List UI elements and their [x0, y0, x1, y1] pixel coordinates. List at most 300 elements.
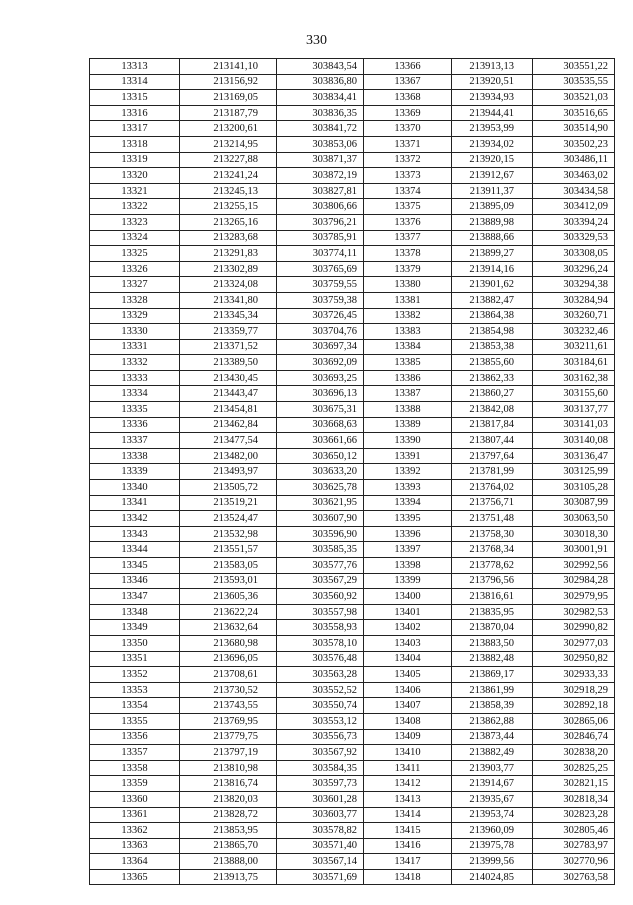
- y-coordinate-right: 302846,74: [533, 729, 615, 745]
- y-coordinate-right: 303514,90: [533, 121, 615, 137]
- y-coordinate-left: 303567,92: [277, 745, 364, 761]
- point-number-left: 13350: [90, 635, 180, 651]
- table-row: [90, 448, 615, 464]
- point-number-left: 13362: [90, 823, 180, 839]
- table-row: [90, 854, 615, 870]
- point-number-right: 13373: [364, 168, 452, 184]
- point-number-left: 13342: [90, 511, 180, 527]
- y-coordinate-left: 303571,40: [277, 838, 364, 854]
- x-coordinate-left: 213255,15: [180, 199, 277, 215]
- y-coordinate-right: 303141,03: [533, 417, 615, 433]
- x-coordinate-left: 213430,45: [180, 370, 277, 386]
- x-coordinate-right: 213935,67: [452, 791, 533, 807]
- point-number-right: 13409: [364, 729, 452, 745]
- point-number-left: 13352: [90, 667, 180, 683]
- table-row: [90, 386, 615, 402]
- x-coordinate-right: 213934,02: [452, 136, 533, 152]
- y-coordinate-left: 303633,20: [277, 464, 364, 480]
- point-number-right: 13404: [364, 651, 452, 667]
- y-coordinate-right: 302990,82: [533, 620, 615, 636]
- y-coordinate-left: 303806,66: [277, 199, 364, 215]
- x-coordinate-left: 213810,98: [180, 760, 277, 776]
- point-number-right: 13381: [364, 292, 452, 308]
- table-row: [90, 59, 615, 75]
- x-coordinate-right: 213764,02: [452, 480, 533, 496]
- y-coordinate-right: 303087,99: [533, 495, 615, 511]
- point-number-left: 13319: [90, 152, 180, 168]
- y-coordinate-left: 303765,69: [277, 261, 364, 277]
- point-number-left: 13317: [90, 121, 180, 137]
- point-number-right: 13416: [364, 838, 452, 854]
- y-coordinate-left: 303836,35: [277, 105, 364, 121]
- table-row: [90, 526, 615, 542]
- x-coordinate-left: 213187,79: [180, 105, 277, 121]
- point-number-right: 13395: [364, 511, 452, 527]
- x-coordinate-left: 213779,75: [180, 729, 277, 745]
- y-coordinate-left: 303759,38: [277, 292, 364, 308]
- y-coordinate-right: 302979,95: [533, 589, 615, 605]
- x-coordinate-right: 213873,44: [452, 729, 533, 745]
- coordinates-table: [89, 58, 615, 885]
- x-coordinate-left: 213820,03: [180, 791, 277, 807]
- point-number-right: 13375: [364, 199, 452, 215]
- point-number-left: 13344: [90, 542, 180, 558]
- x-coordinate-right: 213889,98: [452, 214, 533, 230]
- x-coordinate-left: 213696,05: [180, 651, 277, 667]
- x-coordinate-right: 213934,93: [452, 90, 533, 106]
- table-row: [90, 292, 615, 308]
- point-number-right: 13407: [364, 698, 452, 714]
- point-number-left: 13363: [90, 838, 180, 854]
- table-row: [90, 480, 615, 496]
- x-coordinate-right: 213778,62: [452, 558, 533, 574]
- point-number-left: 13358: [90, 760, 180, 776]
- y-coordinate-right: 303137,77: [533, 402, 615, 418]
- x-coordinate-left: 213632,64: [180, 620, 277, 636]
- x-coordinate-left: 213443,47: [180, 386, 277, 402]
- x-coordinate-left: 213359,77: [180, 324, 277, 340]
- x-coordinate-left: 213156,92: [180, 74, 277, 90]
- y-coordinate-right: 302783,97: [533, 838, 615, 854]
- table-row: [90, 667, 615, 683]
- point-number-right: 13412: [364, 776, 452, 792]
- x-coordinate-right: 213920,51: [452, 74, 533, 90]
- y-coordinate-left: 303704,76: [277, 324, 364, 340]
- table-row: [90, 869, 615, 885]
- table-row: [90, 339, 615, 355]
- y-coordinate-right: 302838,20: [533, 745, 615, 761]
- table-row: [90, 370, 615, 386]
- x-coordinate-right: 213888,66: [452, 230, 533, 246]
- y-coordinate-left: 303553,12: [277, 713, 364, 729]
- point-number-left: 13328: [90, 292, 180, 308]
- table-row: [90, 90, 615, 106]
- point-number-left: 13364: [90, 854, 180, 870]
- y-coordinate-right: 303162,38: [533, 370, 615, 386]
- y-coordinate-left: 303621,95: [277, 495, 364, 511]
- y-coordinate-left: 303726,45: [277, 308, 364, 324]
- x-coordinate-left: 213241,24: [180, 168, 277, 184]
- point-number-left: 13315: [90, 90, 180, 106]
- x-coordinate-right: 213864,38: [452, 308, 533, 324]
- x-coordinate-left: 213532,98: [180, 526, 277, 542]
- coordinates-table-body: [90, 59, 615, 885]
- point-number-left: 13340: [90, 480, 180, 496]
- point-number-left: 13359: [90, 776, 180, 792]
- point-number-left: 13335: [90, 402, 180, 418]
- point-number-left: 13333: [90, 370, 180, 386]
- table-row: [90, 417, 615, 433]
- x-coordinate-right: 213953,99: [452, 121, 533, 137]
- point-number-left: 13345: [90, 558, 180, 574]
- table-row: [90, 620, 615, 636]
- y-coordinate-left: 303872,19: [277, 168, 364, 184]
- x-coordinate-left: 213389,50: [180, 355, 277, 371]
- x-coordinate-left: 213524,47: [180, 511, 277, 527]
- y-coordinate-left: 303597,73: [277, 776, 364, 792]
- table-row: [90, 136, 615, 152]
- point-number-right: 13399: [364, 573, 452, 589]
- y-coordinate-right: 303294,38: [533, 277, 615, 293]
- y-coordinate-left: 303853,06: [277, 136, 364, 152]
- y-coordinate-left: 303556,73: [277, 729, 364, 745]
- point-number-left: 13321: [90, 183, 180, 199]
- point-number-left: 13336: [90, 417, 180, 433]
- y-coordinate-left: 303834,41: [277, 90, 364, 106]
- x-coordinate-right: 213842,08: [452, 402, 533, 418]
- y-coordinate-right: 302821,15: [533, 776, 615, 792]
- table-row: [90, 713, 615, 729]
- y-coordinate-left: 303827,81: [277, 183, 364, 199]
- table-row: [90, 745, 615, 761]
- point-number-right: 13379: [364, 261, 452, 277]
- y-coordinate-left: 303558,93: [277, 620, 364, 636]
- x-coordinate-right: 213768,34: [452, 542, 533, 558]
- x-coordinate-left: 213680,98: [180, 635, 277, 651]
- y-coordinate-left: 303584,35: [277, 760, 364, 776]
- y-coordinate-right: 302805,46: [533, 823, 615, 839]
- point-number-left: 13334: [90, 386, 180, 402]
- x-coordinate-right: 213817,84: [452, 417, 533, 433]
- y-coordinate-left: 303571,69: [277, 869, 364, 885]
- point-number-right: 13403: [364, 635, 452, 651]
- y-coordinate-left: 303871,37: [277, 152, 364, 168]
- point-number-right: 13413: [364, 791, 452, 807]
- point-number-left: 13337: [90, 433, 180, 449]
- point-number-left: 13349: [90, 620, 180, 636]
- x-coordinate-left: 213828,72: [180, 807, 277, 823]
- x-coordinate-left: 213622,24: [180, 604, 277, 620]
- x-coordinate-right: 213903,77: [452, 760, 533, 776]
- table-row: [90, 324, 615, 340]
- point-number-right: 13408: [364, 713, 452, 729]
- y-coordinate-right: 303284,94: [533, 292, 615, 308]
- x-coordinate-right: 213914,67: [452, 776, 533, 792]
- y-coordinate-right: 302984,28: [533, 573, 615, 589]
- point-number-left: 13330: [90, 324, 180, 340]
- point-number-right: 13370: [364, 121, 452, 137]
- point-number-right: 13369: [364, 105, 452, 121]
- y-coordinate-left: 303774,11: [277, 246, 364, 262]
- y-coordinate-left: 303585,35: [277, 542, 364, 558]
- x-coordinate-left: 213708,61: [180, 667, 277, 683]
- point-number-right: 13380: [364, 277, 452, 293]
- y-coordinate-right: 302823,28: [533, 807, 615, 823]
- point-number-left: 13365: [90, 869, 180, 885]
- y-coordinate-right: 302825,25: [533, 760, 615, 776]
- y-coordinate-right: 302977,03: [533, 635, 615, 651]
- x-coordinate-right: 213914,16: [452, 261, 533, 277]
- point-number-right: 13388: [364, 402, 452, 418]
- point-number-right: 13383: [364, 324, 452, 340]
- x-coordinate-right: 213912,67: [452, 168, 533, 184]
- x-coordinate-right: 213882,49: [452, 745, 533, 761]
- y-coordinate-right: 302982,53: [533, 604, 615, 620]
- point-number-right: 13372: [364, 152, 452, 168]
- y-coordinate-right: 302818,34: [533, 791, 615, 807]
- y-coordinate-left: 303578,82: [277, 823, 364, 839]
- y-coordinate-left: 303650,12: [277, 448, 364, 464]
- point-number-right: 13391: [364, 448, 452, 464]
- y-coordinate-right: 302770,96: [533, 854, 615, 870]
- x-coordinate-right: 213882,48: [452, 651, 533, 667]
- x-coordinate-left: 213371,52: [180, 339, 277, 355]
- table-row: [90, 495, 615, 511]
- x-coordinate-left: 213605,36: [180, 589, 277, 605]
- y-coordinate-right: 302992,56: [533, 558, 615, 574]
- table-row: [90, 183, 615, 199]
- x-coordinate-left: 213797,19: [180, 745, 277, 761]
- point-number-right: 13418: [364, 869, 452, 885]
- y-coordinate-left: 303557,98: [277, 604, 364, 620]
- table-row: [90, 402, 615, 418]
- x-coordinate-left: 213493,97: [180, 464, 277, 480]
- point-number-left: 13356: [90, 729, 180, 745]
- y-coordinate-left: 303552,52: [277, 682, 364, 698]
- x-coordinate-right: 213816,61: [452, 589, 533, 605]
- point-number-left: 13347: [90, 589, 180, 605]
- y-coordinate-left: 303841,72: [277, 121, 364, 137]
- point-number-right: 13396: [364, 526, 452, 542]
- x-coordinate-left: 213341,80: [180, 292, 277, 308]
- y-coordinate-right: 303140,08: [533, 433, 615, 449]
- point-number-left: 13326: [90, 261, 180, 277]
- x-coordinate-left: 213462,84: [180, 417, 277, 433]
- y-coordinate-right: 303551,22: [533, 59, 615, 75]
- x-coordinate-left: 213519,21: [180, 495, 277, 511]
- x-coordinate-right: 213854,98: [452, 324, 533, 340]
- table-row: [90, 308, 615, 324]
- point-number-right: 13374: [364, 183, 452, 199]
- table-row: [90, 791, 615, 807]
- x-coordinate-left: 213291,83: [180, 246, 277, 262]
- y-coordinate-right: 303412,09: [533, 199, 615, 215]
- y-coordinate-left: 303567,29: [277, 573, 364, 589]
- y-coordinate-left: 303577,76: [277, 558, 364, 574]
- x-coordinate-right: 213883,50: [452, 635, 533, 651]
- point-number-right: 13414: [364, 807, 452, 823]
- point-number-right: 13406: [364, 682, 452, 698]
- x-coordinate-right: 213807,44: [452, 433, 533, 449]
- point-number-left: 13324: [90, 230, 180, 246]
- point-number-right: 13397: [364, 542, 452, 558]
- point-number-right: 13378: [364, 246, 452, 262]
- point-number-right: 13405: [364, 667, 452, 683]
- point-number-left: 13318: [90, 136, 180, 152]
- table-row: [90, 246, 615, 262]
- x-coordinate-left: 213505,72: [180, 480, 277, 496]
- point-number-right: 13384: [364, 339, 452, 355]
- table-row: [90, 168, 615, 184]
- table-row: [90, 635, 615, 651]
- x-coordinate-right: 213901,62: [452, 277, 533, 293]
- point-number-left: 13332: [90, 355, 180, 371]
- table-row: [90, 604, 615, 620]
- y-coordinate-left: 303696,13: [277, 386, 364, 402]
- table-row: [90, 261, 615, 277]
- y-coordinate-right: 303184,61: [533, 355, 615, 371]
- y-coordinate-left: 303625,78: [277, 480, 364, 496]
- point-number-right: 13385: [364, 355, 452, 371]
- y-coordinate-left: 303661,66: [277, 433, 364, 449]
- x-coordinate-left: 213214,95: [180, 136, 277, 152]
- y-coordinate-right: 303211,61: [533, 339, 615, 355]
- y-coordinate-right: 302933,33: [533, 667, 615, 683]
- table-row: [90, 433, 615, 449]
- table-row: [90, 542, 615, 558]
- x-coordinate-left: 213302,89: [180, 261, 277, 277]
- x-coordinate-right: 214024,85: [452, 869, 533, 885]
- y-coordinate-right: 303308,05: [533, 246, 615, 262]
- x-coordinate-right: 213860,27: [452, 386, 533, 402]
- y-coordinate-right: 302918,29: [533, 682, 615, 698]
- point-number-right: 13415: [364, 823, 452, 839]
- x-coordinate-right: 213869,17: [452, 667, 533, 683]
- y-coordinate-left: 303836,80: [277, 74, 364, 90]
- x-coordinate-right: 213855,60: [452, 355, 533, 371]
- point-number-left: 13355: [90, 713, 180, 729]
- point-number-left: 13320: [90, 168, 180, 184]
- point-number-left: 13322: [90, 199, 180, 215]
- x-coordinate-right: 213895,09: [452, 199, 533, 215]
- y-coordinate-left: 303843,54: [277, 59, 364, 75]
- x-coordinate-left: 213200,61: [180, 121, 277, 137]
- table-row: [90, 776, 615, 792]
- x-coordinate-left: 213345,34: [180, 308, 277, 324]
- point-number-left: 13314: [90, 74, 180, 90]
- y-coordinate-right: 303394,24: [533, 214, 615, 230]
- x-coordinate-right: 213758,30: [452, 526, 533, 542]
- point-number-left: 13339: [90, 464, 180, 480]
- table-row: [90, 121, 615, 137]
- point-number-right: 13393: [364, 480, 452, 496]
- y-coordinate-right: 303260,71: [533, 308, 615, 324]
- y-coordinate-right: 303105,28: [533, 480, 615, 496]
- point-number-left: 13351: [90, 651, 180, 667]
- table-row: [90, 698, 615, 714]
- y-coordinate-right: 303434,58: [533, 183, 615, 199]
- point-number-right: 13382: [364, 308, 452, 324]
- y-coordinate-left: 303563,28: [277, 667, 364, 683]
- y-coordinate-left: 303578,10: [277, 635, 364, 651]
- x-coordinate-left: 213769,95: [180, 713, 277, 729]
- y-coordinate-left: 303668,63: [277, 417, 364, 433]
- x-coordinate-right: 213911,37: [452, 183, 533, 199]
- table-row: [90, 511, 615, 527]
- table-row: [90, 823, 615, 839]
- x-coordinate-right: 213920,15: [452, 152, 533, 168]
- x-coordinate-left: 213865,70: [180, 838, 277, 854]
- point-number-left: 13313: [90, 59, 180, 75]
- point-number-right: 13401: [364, 604, 452, 620]
- y-coordinate-left: 303596,90: [277, 526, 364, 542]
- y-coordinate-right: 303232,46: [533, 324, 615, 340]
- x-coordinate-right: 213835,95: [452, 604, 533, 620]
- y-coordinate-left: 303796,21: [277, 214, 364, 230]
- y-coordinate-left: 303675,31: [277, 402, 364, 418]
- point-number-right: 13390: [364, 433, 452, 449]
- point-number-left: 13354: [90, 698, 180, 714]
- x-coordinate-right: 213882,47: [452, 292, 533, 308]
- point-number-right: 13394: [364, 495, 452, 511]
- x-coordinate-right: 213953,74: [452, 807, 533, 823]
- x-coordinate-right: 213858,39: [452, 698, 533, 714]
- point-number-left: 13327: [90, 277, 180, 293]
- y-coordinate-right: 303535,55: [533, 74, 615, 90]
- y-coordinate-right: 303136,47: [533, 448, 615, 464]
- y-coordinate-right: 303502,23: [533, 136, 615, 152]
- y-coordinate-left: 303607,90: [277, 511, 364, 527]
- x-coordinate-right: 213751,48: [452, 511, 533, 527]
- table-row: [90, 230, 615, 246]
- point-number-left: 13360: [90, 791, 180, 807]
- point-number-right: 13368: [364, 90, 452, 106]
- table-row: [90, 760, 615, 776]
- y-coordinate-right: 302865,06: [533, 713, 615, 729]
- x-coordinate-left: 213853,95: [180, 823, 277, 839]
- x-coordinate-right: 213913,13: [452, 59, 533, 75]
- y-coordinate-left: 303693,25: [277, 370, 364, 386]
- x-coordinate-right: 213781,99: [452, 464, 533, 480]
- y-coordinate-right: 303329,53: [533, 230, 615, 246]
- y-coordinate-left: 303692,09: [277, 355, 364, 371]
- x-coordinate-left: 213324,08: [180, 277, 277, 293]
- y-coordinate-left: 303567,14: [277, 854, 364, 870]
- table-row: [90, 214, 615, 230]
- table-row: [90, 558, 615, 574]
- point-number-right: 13400: [364, 589, 452, 605]
- y-coordinate-right: 303463,02: [533, 168, 615, 184]
- x-coordinate-left: 213227,88: [180, 152, 277, 168]
- point-number-left: 13329: [90, 308, 180, 324]
- table-row: [90, 729, 615, 745]
- x-coordinate-left: 213913,75: [180, 869, 277, 885]
- table-row: [90, 74, 615, 90]
- y-coordinate-right: 302950,82: [533, 651, 615, 667]
- x-coordinate-right: 213975,78: [452, 838, 533, 854]
- point-number-right: 13366: [364, 59, 452, 75]
- point-number-right: 13411: [364, 760, 452, 776]
- x-coordinate-left: 213816,74: [180, 776, 277, 792]
- point-number-right: 13398: [364, 558, 452, 574]
- point-number-left: 13331: [90, 339, 180, 355]
- x-coordinate-right: 213960,09: [452, 823, 533, 839]
- x-coordinate-right: 213756,71: [452, 495, 533, 511]
- point-number-left: 13348: [90, 604, 180, 620]
- y-coordinate-left: 303601,28: [277, 791, 364, 807]
- page-number: 330: [306, 33, 327, 48]
- x-coordinate-left: 213454,81: [180, 402, 277, 418]
